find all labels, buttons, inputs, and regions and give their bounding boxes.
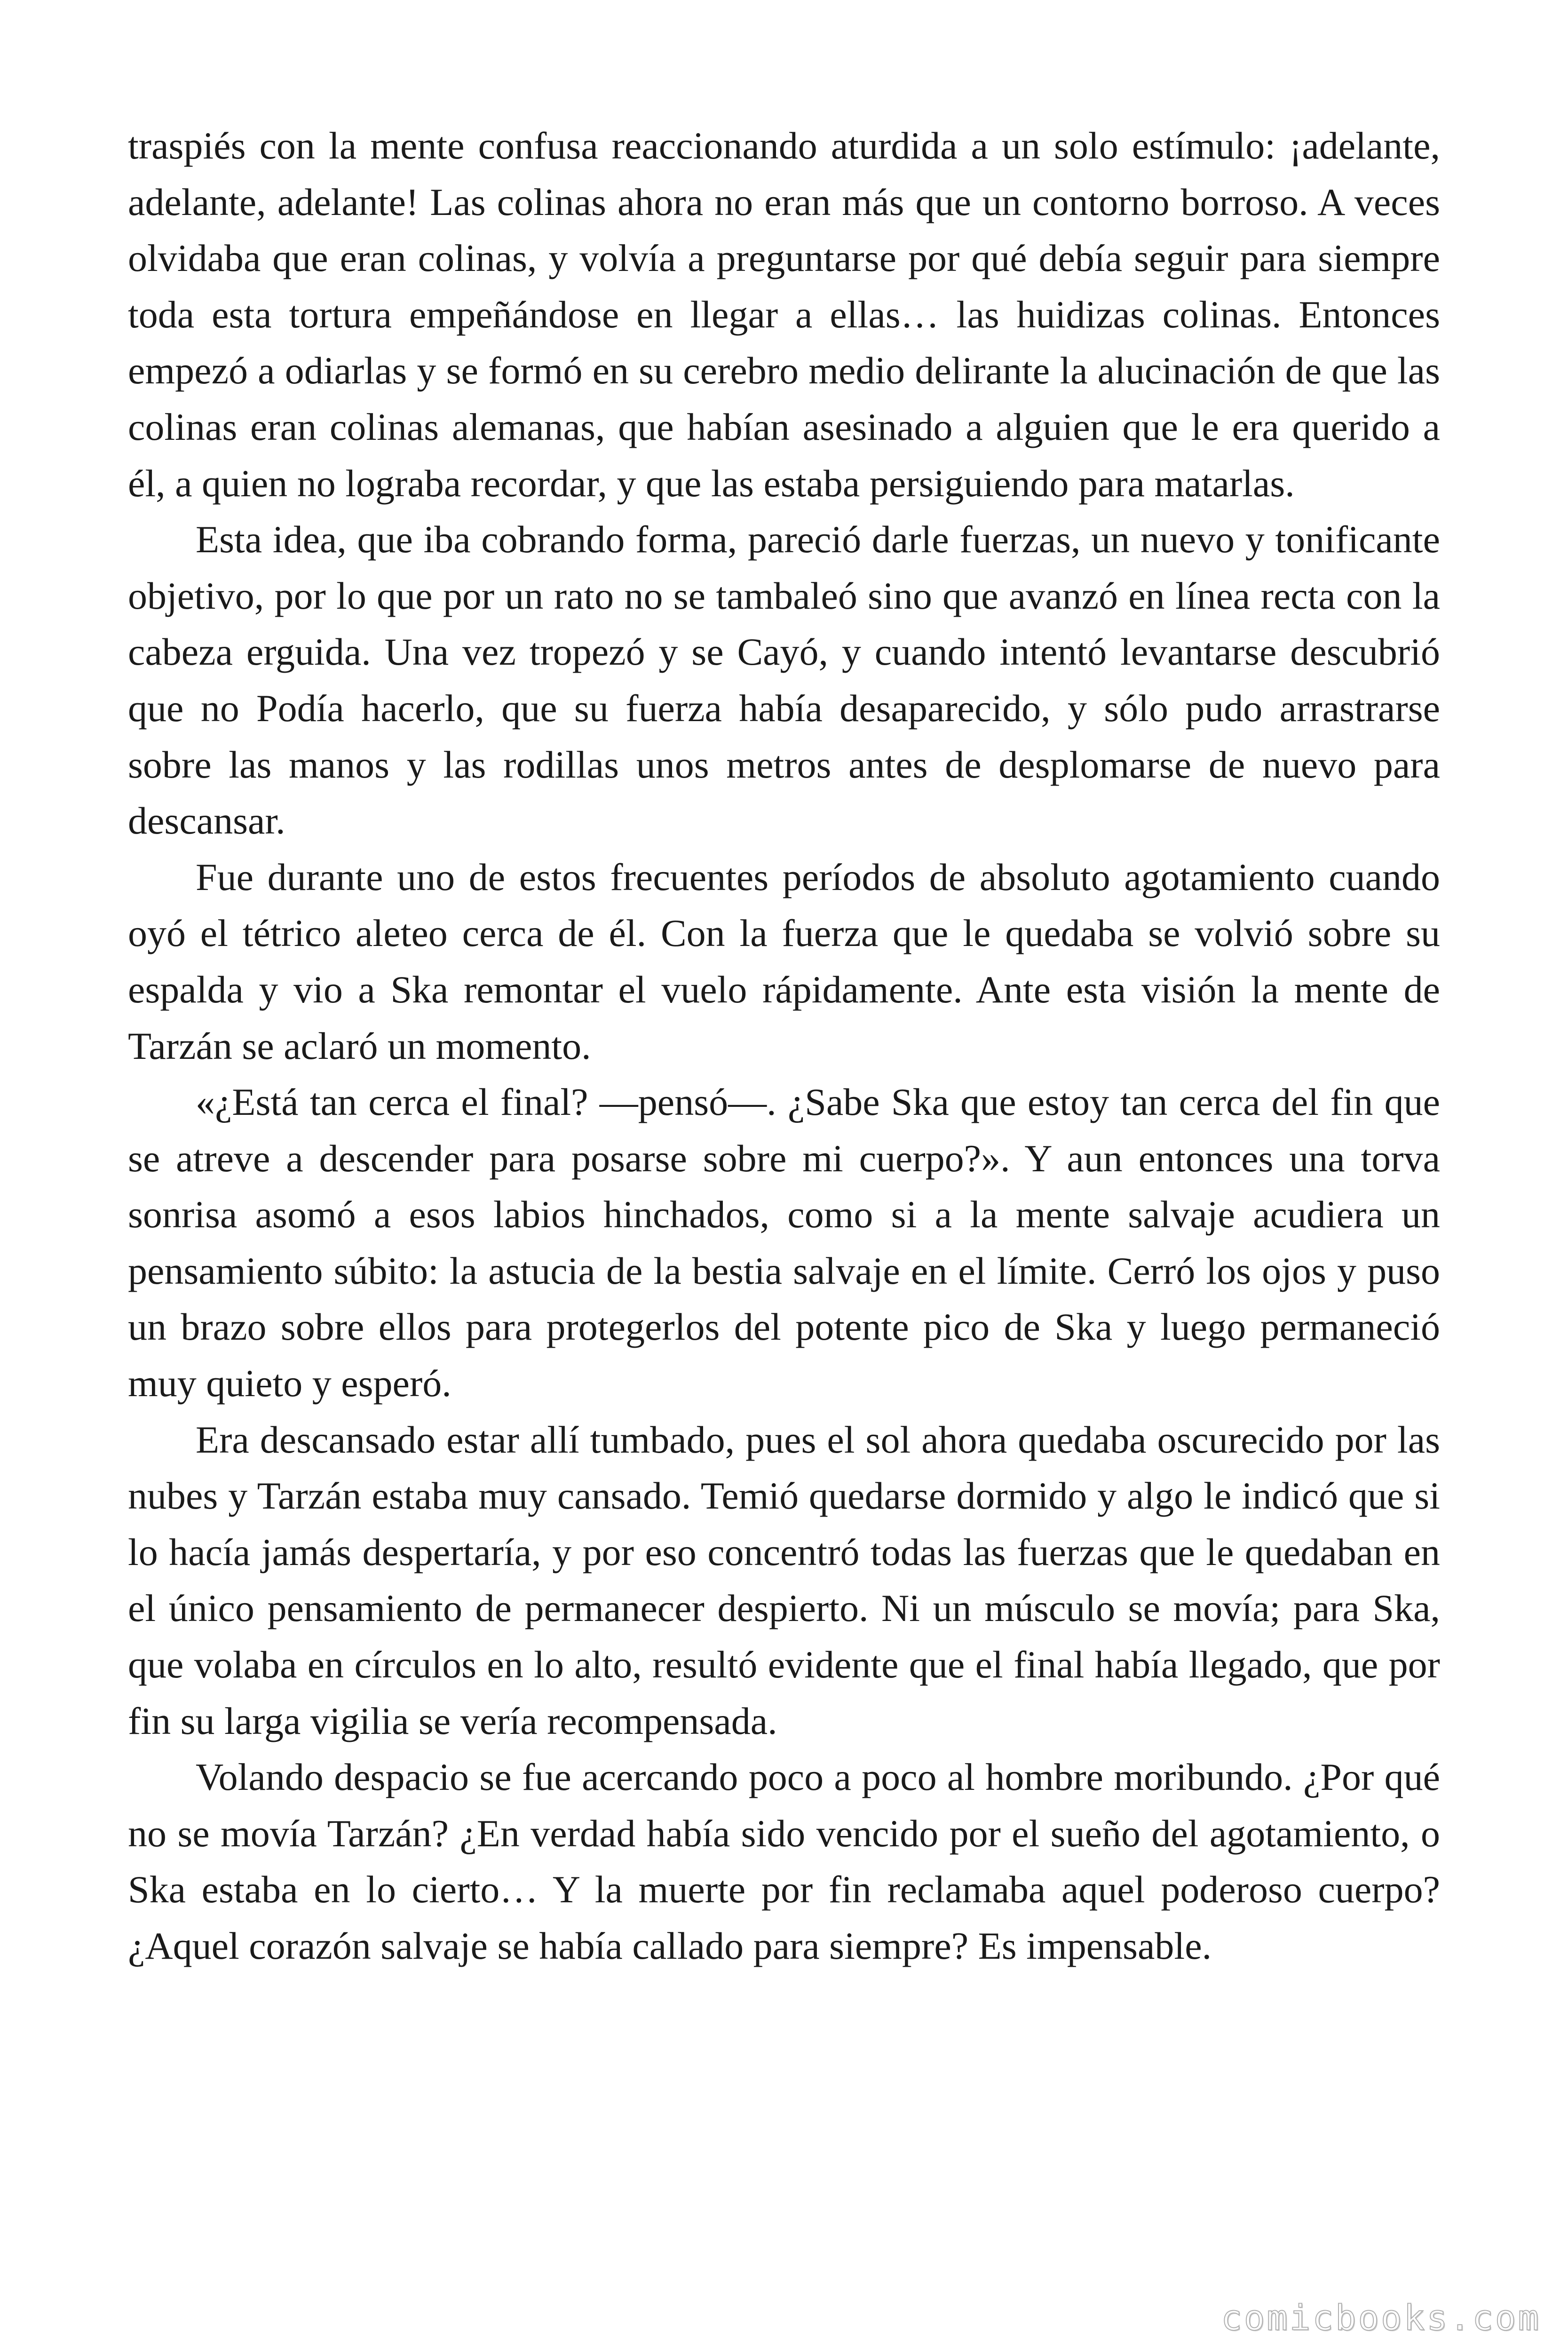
paragraph-1: traspiés con la mente confusa reaccionando aturdida a un solo estímulo: ¡adelante, adelante, adelante! Las colinas ahora no eran más que un contorno borroso. A veces olvidaba que eran colinas, y volvía a preguntarse por qué debía seguir para siempre toda esta tortura empeñándose en llegar a ellas… las huidizas colinas. Entonces empezó a odiarlas y se formó en su cerebro medio delirante la alucinación de que las colinas eran colinas alemanas, que habían asesinado a alguien que le era querido a él, a quien no lograba recordar, y que las estaba persiguiendo para matarlas. — [128, 124, 1440, 505]
paragraph-4: «¿Está tan cerca el final? —pensó—. ¿Sabe Ska que estoy tan cerca del fin que se atreve a descender para posarse sobre mi cuerpo?». Y aun entonces una torva sonrisa asomó a esos labios hinchados, como si a la mente salvaje acudiera un pensamiento súbito: la astucia de la bestia salvaje en el límite. Cerró los ojos y puso un brazo sobre ellos para protegerlos del potente pico de Ska y luego permaneció muy quieto y esperó. — [128, 1081, 1440, 1405]
paragraph-6: Volando despacio se fue acercando poco a poco al hombre moribundo. ¿Por qué no se movía Tarzán? ¿En verdad había sido vencido por el sueño del agotamiento, o Ska estaba en lo cierto… Y la muerte por fin reclamaba aquel poderoso cuerpo? ¿Aquel corazón salvaje se había callado para siempre? Es impensable. — [128, 1756, 1440, 1967]
watermark: comicbooks.com — [1221, 2298, 1541, 2338]
paragraph-5: Era descansado estar allí tumbado, pues el sol ahora quedaba oscurecido por las nubes y Tarzán estaba muy cansado. Temió quedarse dormido y algo le indicó que si lo hacía jamás despertaría, y por eso concentró todas las fuerzas que le quedaban en el único pensamiento de permanecer despierto. Ni un músculo se movía; para Ska, que volaba en círculos en lo alto, resultó evidente que el final había llegado, que por fin su larga vigilia se vería recompensada. — [128, 1418, 1440, 1742]
paragraph-3: Fue durante uno de estos frecuentes períodos de absoluto agotamiento cuando oyó el tétrico aleteo cerca de él. Con la fuerza que le quedaba se volvió sobre su espalda y vio a Ska remontar el vuelo rápidamente. Ante esta visión la mente de Tarzán se aclaró un momento. — [128, 855, 1440, 1067]
body-text — [128, 118, 1440, 1974]
paragraph-2: Esta idea, que iba cobrando forma, pareció darle fuerzas, un nuevo y tonificante objetivo, por lo que por un rato no se tambaleó sino que avanzó en línea recta con la cabeza erguida. Una vez tropezó y se Cayó, y cuando intentó levantarse descubrió que no Podía hacerlo, que su fuerza había desaparecido, y sólo pudo arrastrarse sobre las manos y las rodillas unos metros antes de desplomarse de nuevo para descansar. — [128, 518, 1440, 842]
